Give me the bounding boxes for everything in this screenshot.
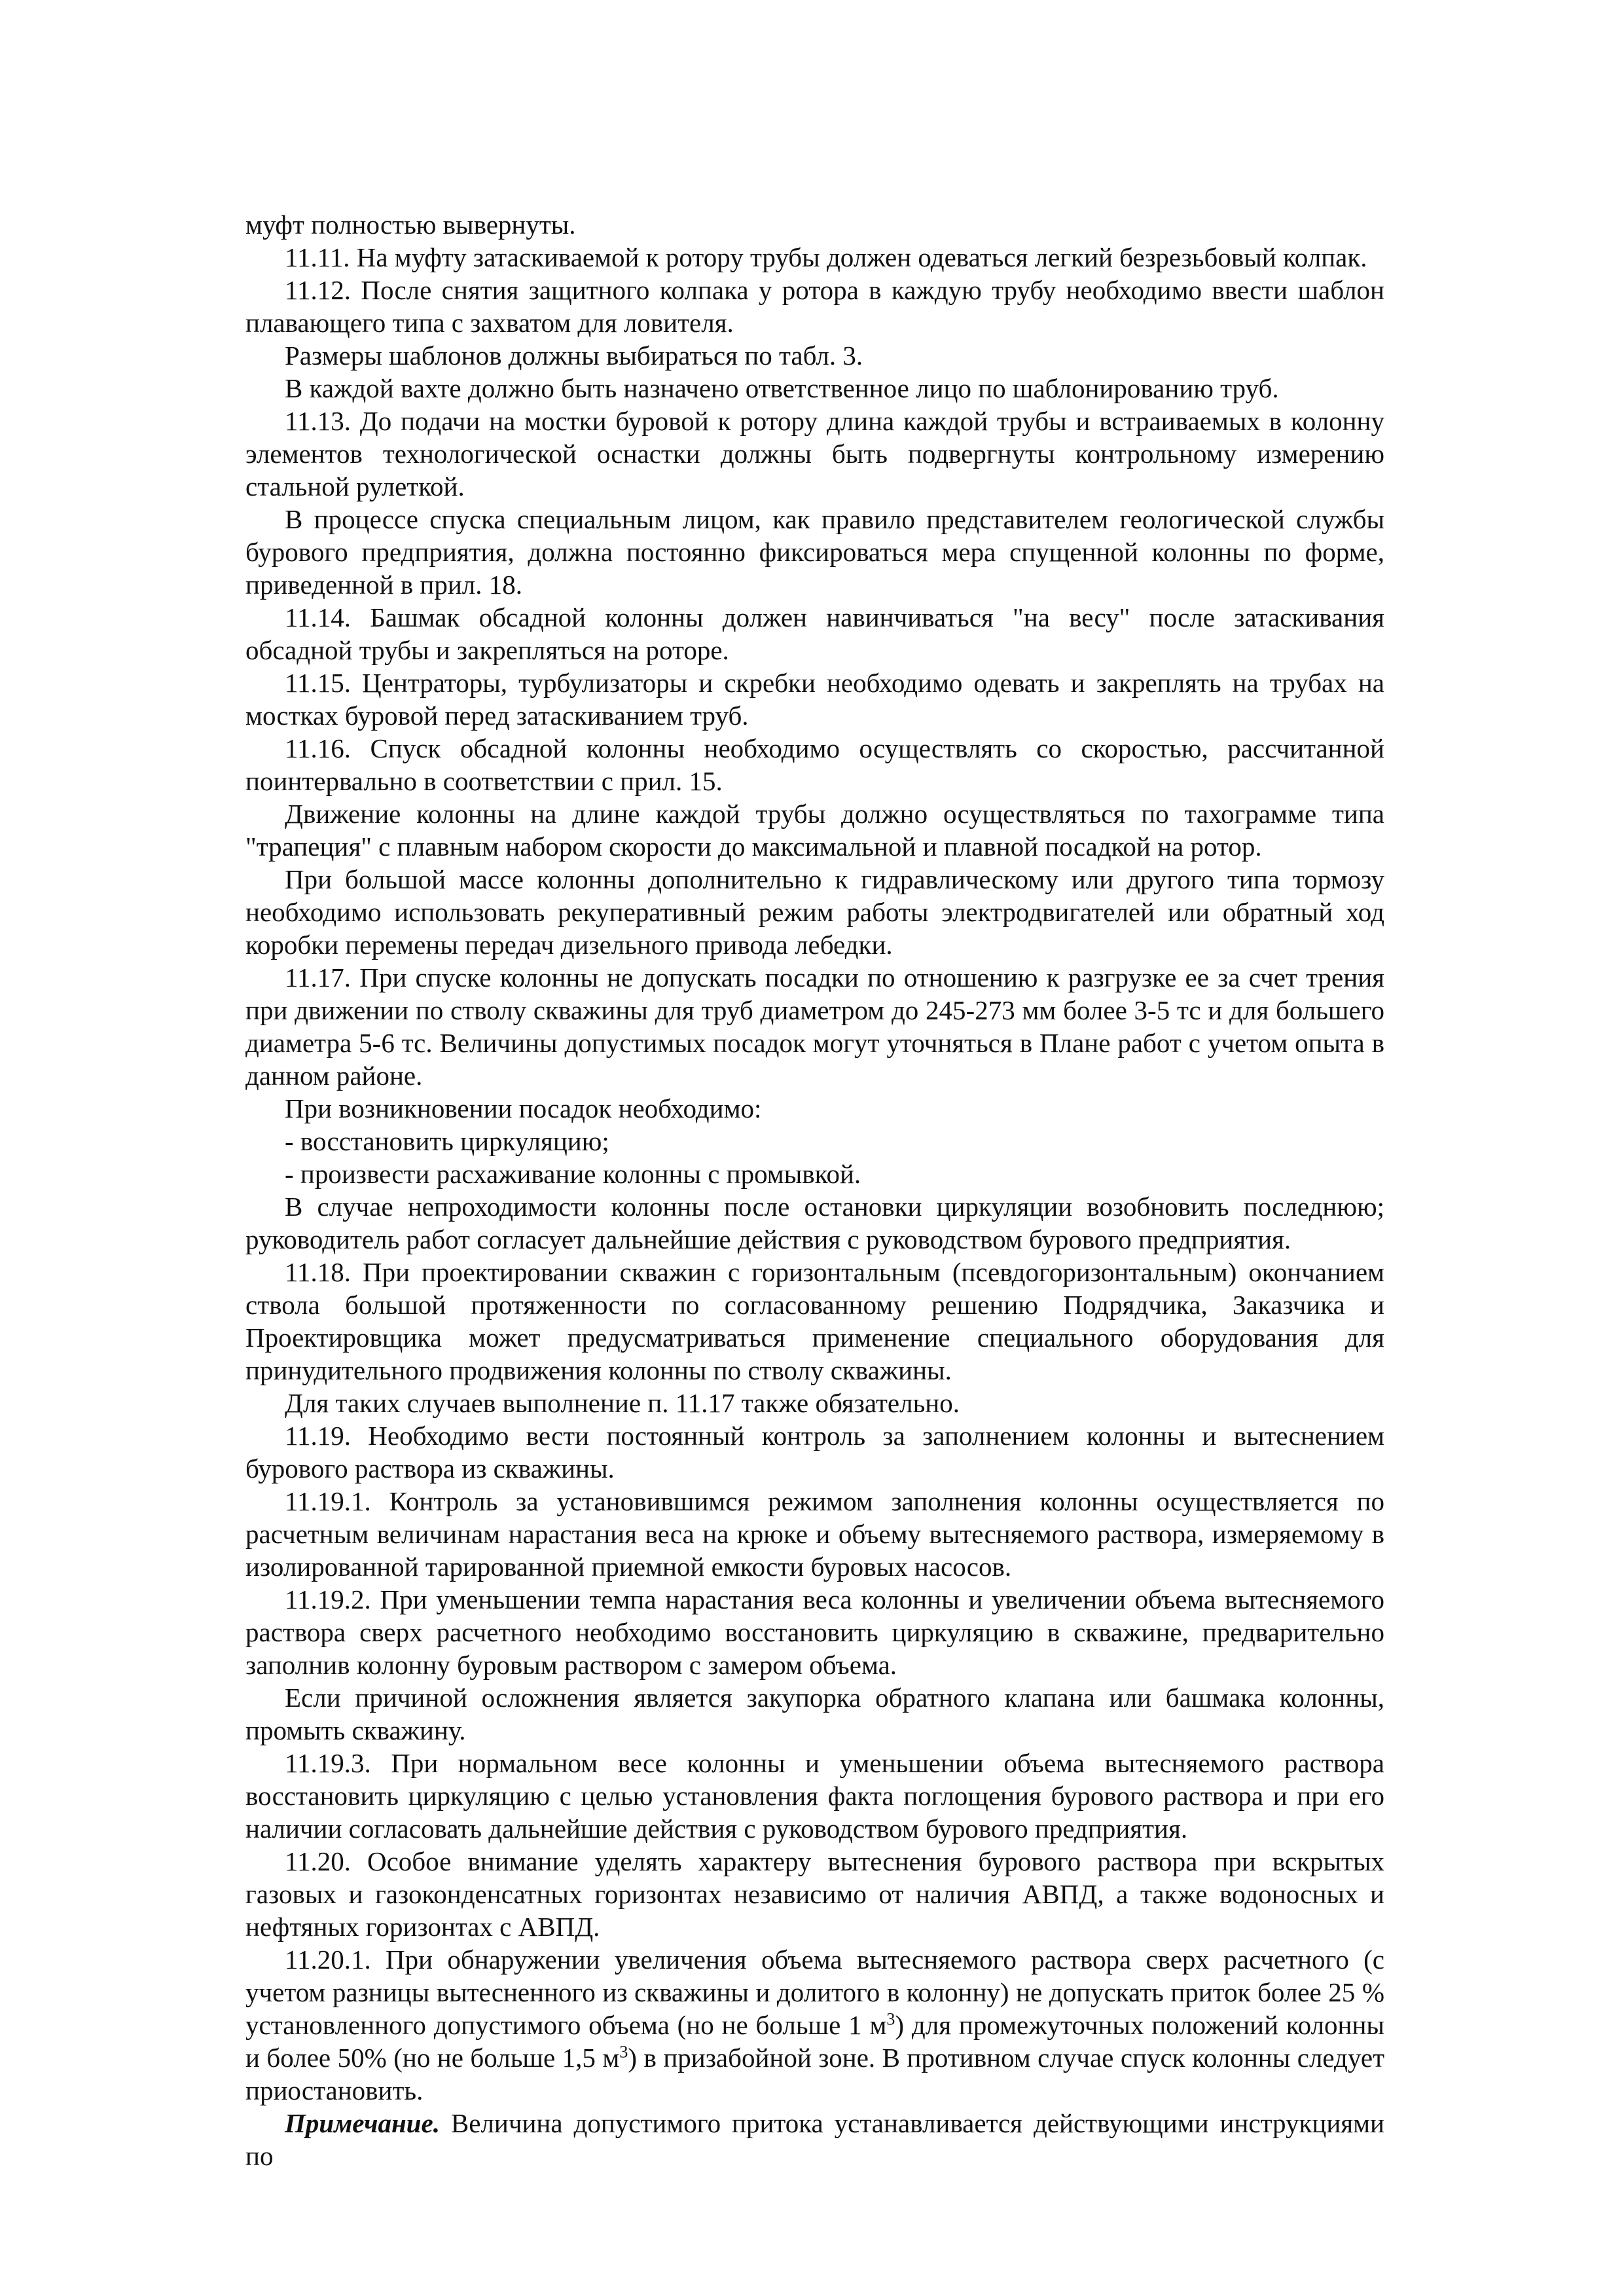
paragraph-on-landing: При возникновении посадок необходимо: [285,1093,762,1123]
paragraph-11-20-1-part-c: ) в призабойной зоне. В противном случае спуск колонны следует приостановить. [245,2043,1384,2105]
paragraph-11-20-1-part-a: 11.20.1. При обнаружении увеличения объема вытесняемого раствора сверх расчетного (с учетом разницы вытесненного из скважины и долитого в колонну) не допускать приток более 25 % установленного допустимого объема (но не больше 1 м [245,1944,1384,2040]
paragraph-11-19-2: 11.19.2. При уменьшении темпа нарастания веса колонны и увеличении объема вытесняемого раствора сверх расчетного необходимо восстановить циркуляцию в скважине, предварительно заполнив колонну буровым раствором с замером объема. [245,1584,1384,1680]
paragraph-measure-recording: В процессе спуска специальным лицом, как правило представителем геологической службы бурового предприятия, должна постоянно фиксироваться мера спущенной колонны по форме, приведенной в прил. 18. [245,504,1384,600]
paragraph-11-12: 11.12. После снятия защитного колпака у ротора в каждую трубу необходимо ввести шаблон плавающего типа с захватом для ловителя. [245,275,1384,338]
list-item-reciprocation: - произвести расхаживание колонны с промывкой. [285,1159,861,1189]
paragraph-11-18: 11.18. При проектировании скважин с горизонтальным (псевдогоризонтальным) окончанием ствола большой протяженности по согласованному решению Подрядчика, Заказчика и Проектировщика может предусматриваться применение специального оборудования для принудительного продвижения колонны по стволу скважины. [245,1257,1384,1385]
paragraph-11-13: 11.13. До подачи на мостки буровой к ротору длина каждой трубы и встраиваемых в колонну элементов технологической оснастки должны быть подвергнуты контрольному измерению стальной рулеткой. [245,406,1384,501]
superscript-cubic-2: 3 [619,2042,628,2062]
paragraph-tachogram: Движение колонны на длине каждой трубы должно осуществляться по тахограмме типа "трапеция" с плавным набором скорости до максимальной и плавной посадкой на ротор. [245,799,1384,862]
paragraph-1: муфт полностью вывернуты. [245,210,576,240]
paragraph-11-11: 11.11. На муфту затаскиваемой к ротору трубы должен одеваться легкий безрезьбовый колпак. [285,242,1367,272]
paragraph-11-17: 11.17. При спуске колонны не допускать посадки по отношению к разгрузке ее за счет трения при движении по стволу скважины для труб диаметром до 245-273 мм более 3-5 тс и для большего диаметра 5-6 тс. Величины допустимых посадок могут уточняться в Плане работ с учетом опыта в данном районе. [245,962,1384,1091]
paragraph-11-20-1 [245,1943,1384,2107]
paragraph-11-16: 11.16. Спуск обсадной колонны необходимо осуществлять со скоростью, рассчитанной поинтервально в соответствии с прил. 15. [245,733,1384,796]
paragraph-template-sizes: Размеры шаблонов должны выбираться по табл. 3. [285,340,863,371]
note-text: Величина допустимого притока устанавливается действующими инструкциями по [245,2108,1384,2171]
superscript-cubic-1: 3 [886,2009,895,2029]
paragraph-11-20-1-part-b: ) для промежуточных положений колонны и более 50% (но не больше 1,5 м [245,2010,1384,2073]
paragraph-11-15: 11.15. Центраторы, турбулизаторы и скребки необходимо одевать и закреплять на трубах на мостках буровой перед затаскиванием труб. [245,668,1384,731]
paragraph-11-17-mandatory: Для таких случаев выполнение п. 11.17 также обязательно. [285,1388,960,1418]
paragraph-heavy-column: При большой массе колонны дополнительно к гидравлическому или другого типа тормозу необходимо использовать рекуперативный режим работы электродвигателей или обратный ход коробки перемены передач дизельного привода лебедки. [245,864,1384,960]
paragraph-11-20: 11.20. Особое внимание уделять характеру вытеснения бурового раствора при вскрытых газовых и газоконденсатных горизонтах независимо от наличия АВПД, а также водоносных и нефтяных горизонтах с АВПД. [245,1846,1384,1942]
note-label: Примечание. [285,2108,440,2138]
paragraph-valve-blockage: Если причиной осложнения является закупорка обратного клапана или башмака колонны, промыть скважину. [245,1683,1384,1745]
paragraph-responsible-person: В каждой вахте должно быть назначено ответственное лицо по шаблонированию труб. [285,373,1279,403]
paragraph-11-14: 11.14. Башмак обсадной колонны должен навинчиваться "на весу" после затаскивания обсадной трубы и закрепляться на роторе. [245,602,1384,665]
document-page [245,208,1384,2172]
paragraph-impassability: В случае непроходимости колонны после остановки циркуляции возобновить последнюю; руководитель работ согласует дальнейшие действия с руководством бурового предприятия. [245,1192,1384,1254]
paragraph-11-19-3: 11.19.3. При нормальном весе колонны и уменьшении объема вытесняемого раствора восстановить циркуляцию с целью установления факта поглощения бурового раствора и при его наличии согласовать дальнейшие действия с руководством бурового предприятия. [245,1748,1384,1844]
list-item-restore-circulation: - восстановить циркуляцию; [285,1126,609,1156]
note-paragraph [245,2107,1384,2172]
paragraph-11-19: 11.19. Необходимо вести постоянный контроль за заполнением колонны и вытеснением бурового раствора из скважины. [245,1421,1384,1484]
paragraph-11-19-1: 11.19.1. Контроль за установившимся режимом заполнения колонны осуществляется по расчетным величинам нарастания веса на крюке и объему вытесняемого раствора, измеряемому в изолированной тарированной приемной емкости буровых насосов. [245,1486,1384,1582]
